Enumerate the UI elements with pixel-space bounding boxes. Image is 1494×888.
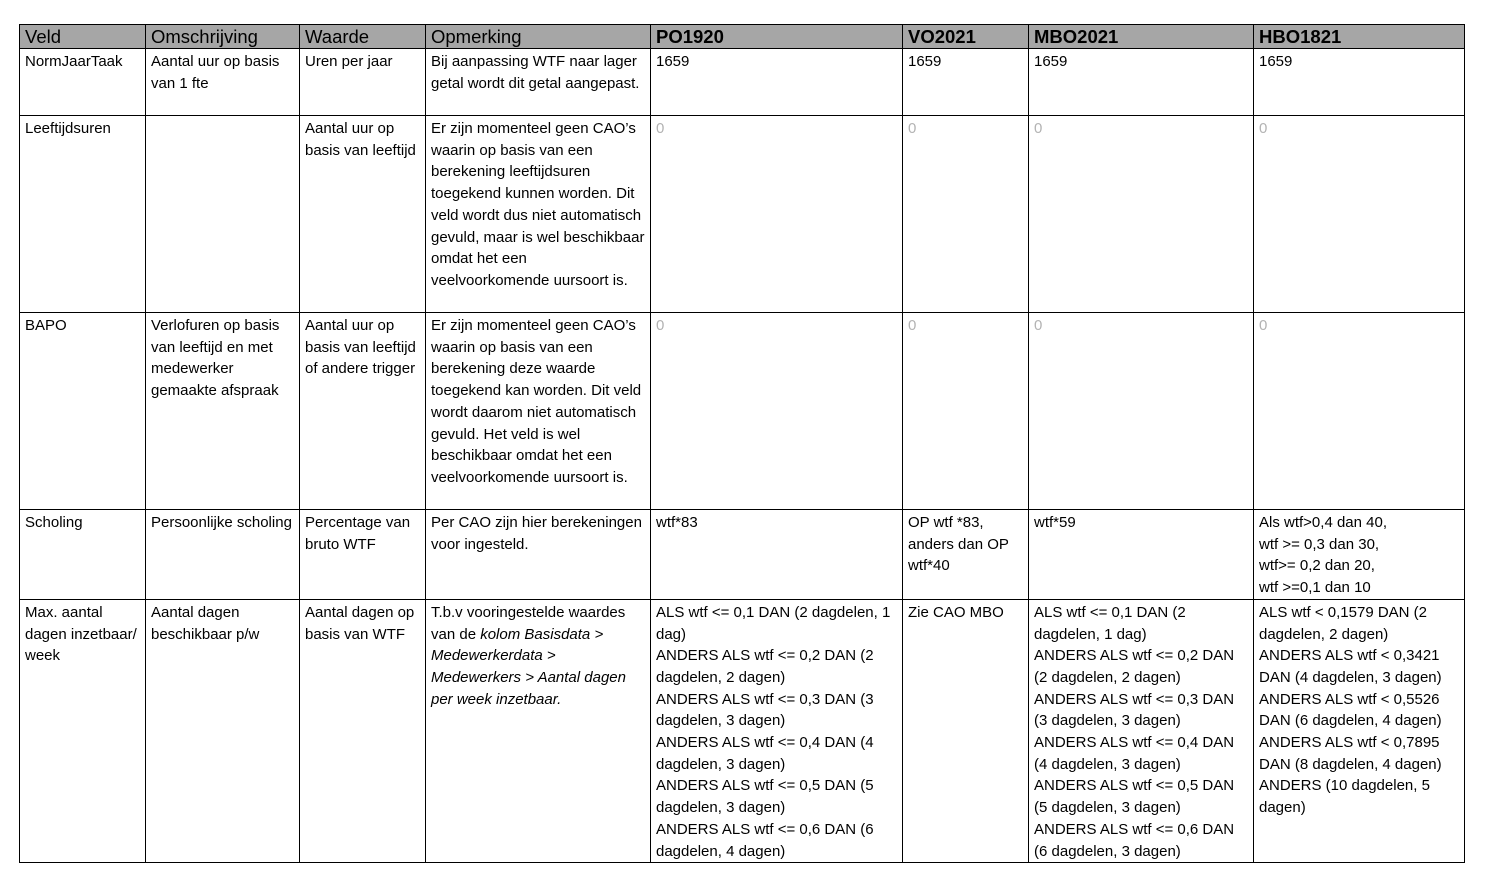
cell-vo2021: Zie CAO MBO bbox=[903, 599, 1029, 862]
cell-omschrijving bbox=[146, 116, 300, 313]
formula-line: ANDERS ALS wtf < 0,5526 DAN (6 dagdelen, 4 dagen) bbox=[1259, 690, 1442, 730]
cell-po1920: 1659 bbox=[651, 49, 903, 116]
cell-po1920: 0 bbox=[651, 313, 903, 510]
table-row-leeftijdsuren bbox=[20, 116, 1465, 313]
cell-hbo1821: 1659 bbox=[1254, 49, 1465, 116]
formula-line: ALS wtf < 0,1579 DAN (2 dagdelen, 2 dagen) bbox=[1259, 603, 1428, 643]
header-veld: Veld bbox=[20, 25, 146, 49]
cell-mbo2021 bbox=[1029, 599, 1254, 862]
cell-veld: BAPO bbox=[20, 313, 146, 510]
cell-veld: Scholing bbox=[20, 510, 146, 600]
formula-line: ANDERS ALS wtf <= 0,2 DAN (2 dagdelen, 2 dagen) bbox=[1034, 647, 1235, 686]
formula-line: ALS wtf <= 0,1 DAN (2 dagdelen, 1 dag) bbox=[656, 603, 891, 643]
cell-waarde: Aantal dagen op basis van WTF bbox=[300, 599, 426, 862]
cell-opmerking: Bij aanpassing WTF naar lager getal wordt dit getal aangepast. bbox=[426, 49, 651, 116]
formula-line: ANDERS ALS wtf <= 0,6 DAN (6 dagdelen, 3 dagen) bbox=[1034, 820, 1235, 860]
formula-line: ANDERS ALS wtf <= 0,4 DAN (4 dagdelen, 3 dagen) bbox=[1034, 734, 1235, 773]
cell-veld: Leeftijdsuren bbox=[20, 116, 146, 313]
cell-opmerking: Er zijn momenteel geen CAO’s waarin op basis van een berekening leeftijdsuren toegekend kunnen worden. Dit veld wordt dus niet automatisch gevuld, maar is wel beschikbaar omdat het een veelvoorkomende uursoort is. bbox=[426, 116, 651, 313]
table-row-normjaartaak bbox=[20, 49, 1465, 116]
formula-line: wtf >=0,1 dan 10 bbox=[1259, 579, 1371, 597]
header-omschrijving: Omschrijving bbox=[146, 25, 300, 49]
cell-veld: Max. aantal dagen inzetbaar/ week bbox=[20, 599, 146, 862]
formula-line: wtf >= 0,3 dan 30, bbox=[1259, 535, 1380, 553]
cell-omschrijving: Aantal dagen beschikbaar p/w bbox=[146, 599, 300, 862]
formula-line: ANDERS ALS wtf <= 0,6 DAN (6 dagdelen, 4 dagen) bbox=[656, 820, 874, 860]
cell-po1920: wtf*83 bbox=[651, 510, 903, 600]
header-row bbox=[20, 25, 1465, 49]
header-opmerking: Opmerking bbox=[426, 25, 651, 49]
opmerking-text: T.b.v vooringestelde waardes van de bbox=[431, 603, 626, 643]
table-row-scholing bbox=[20, 510, 1465, 600]
table-row-max-aantal-dagen bbox=[20, 599, 1465, 862]
cell-opmerking bbox=[426, 599, 651, 862]
cell-omschrijving: Persoonlijke scholing bbox=[146, 510, 300, 600]
cell-hbo1821: 0 bbox=[1254, 116, 1465, 313]
cao-settings-table bbox=[19, 24, 1465, 863]
cell-mbo2021: 0 bbox=[1029, 313, 1254, 510]
cell-vo2021: 0 bbox=[903, 313, 1029, 510]
cell-mbo2021: 0 bbox=[1029, 116, 1254, 313]
cell-mbo2021: wtf*59 bbox=[1029, 510, 1254, 600]
formula-line: ANDERS ALS wtf <= 0,2 DAN (2 dagdelen, 2 dagen) bbox=[656, 647, 874, 686]
formula-line: ANDERS ALS wtf <= 0,4 DAN (4 dagdelen, 3 dagen) bbox=[656, 734, 874, 773]
cell-vo2021: 1659 bbox=[903, 49, 1029, 116]
formula-line: ANDERS (10 dagdelen, 5 dagen) bbox=[1259, 777, 1430, 817]
formula-line: ANDERS ALS wtf < 0,7895 DAN (8 dagdelen, 4 dagen) bbox=[1259, 734, 1442, 773]
cell-po1920 bbox=[651, 599, 903, 862]
cell-waarde: Aantal uur op basis van leeftijd bbox=[300, 116, 426, 313]
cell-waarde: Uren per jaar bbox=[300, 49, 426, 116]
cell-hbo1821 bbox=[1254, 510, 1465, 600]
opmerking-path: kolom Basisdata > Medewerkerdata > Medewerkers > Aantal dagen per week inzetbaar. bbox=[431, 625, 626, 708]
formula-line: ANDERS ALS wtf <= 0,3 DAN (3 dagdelen, 3 dagen) bbox=[656, 690, 874, 730]
cell-waarde: Percentage van bruto WTF bbox=[300, 510, 426, 600]
cell-veld: NormJaarTaak bbox=[20, 49, 146, 116]
cell-vo2021: 0 bbox=[903, 116, 1029, 313]
formula-line: ALS wtf <= 0,1 DAN (2 dagdelen, 1 dag) bbox=[1034, 603, 1186, 643]
cell-opmerking: Per CAO zijn hier berekeningen voor ingesteld. bbox=[426, 510, 651, 600]
cell-omschrijving: Verlofuren op basis van leeftijd en met medewerker gemaakte afspraak bbox=[146, 313, 300, 510]
formula-line: ANDERS ALS wtf <= 0,5 DAN (5 dagdelen, 3 dagen) bbox=[1034, 777, 1235, 817]
formula-line: Als wtf>0,4 dan 40, bbox=[1259, 514, 1387, 531]
cell-waarde: Aantal uur op basis van leeftijd of andere trigger bbox=[300, 313, 426, 510]
formula-line: ANDERS ALS wtf <= 0,5 DAN (5 dagdelen, 3 dagen) bbox=[656, 777, 874, 817]
cell-hbo1821: 0 bbox=[1254, 313, 1465, 510]
header-mbo2021: MBO2021 bbox=[1029, 25, 1254, 49]
cell-opmerking: Er zijn momenteel geen CAO’s waarin op basis van een berekening deze waarde toegekend kan worden. Dit veld wordt daarom niet automatisch gevuld. Het veld is wel beschikbaar omdat het een veelvoorkomende uursoort is. bbox=[426, 313, 651, 510]
formula-line: ANDERS ALS wtf < 0,3421 DAN (4 dagdelen, 3 dagen) bbox=[1259, 647, 1442, 686]
header-hbo1821: HBO1821 bbox=[1254, 25, 1465, 49]
cell-mbo2021: 1659 bbox=[1029, 49, 1254, 116]
cell-vo2021: OP wtf *83, anders dan OP wtf*40 bbox=[903, 510, 1029, 600]
header-vo2021: VO2021 bbox=[903, 25, 1029, 49]
formula-line: wtf>= 0,2 dan 20, bbox=[1259, 557, 1375, 575]
header-waarde: Waarde bbox=[300, 25, 426, 49]
cell-omschrijving: Aantal uur op basis van 1 fte bbox=[146, 49, 300, 116]
cell-hbo1821 bbox=[1254, 599, 1465, 862]
table-row-bapo bbox=[20, 313, 1465, 510]
header-po1920: PO1920 bbox=[651, 25, 903, 49]
cell-po1920: 0 bbox=[651, 116, 903, 313]
formula-line: ANDERS ALS wtf <= 0,3 DAN (3 dagdelen, 3 dagen) bbox=[1034, 690, 1235, 730]
